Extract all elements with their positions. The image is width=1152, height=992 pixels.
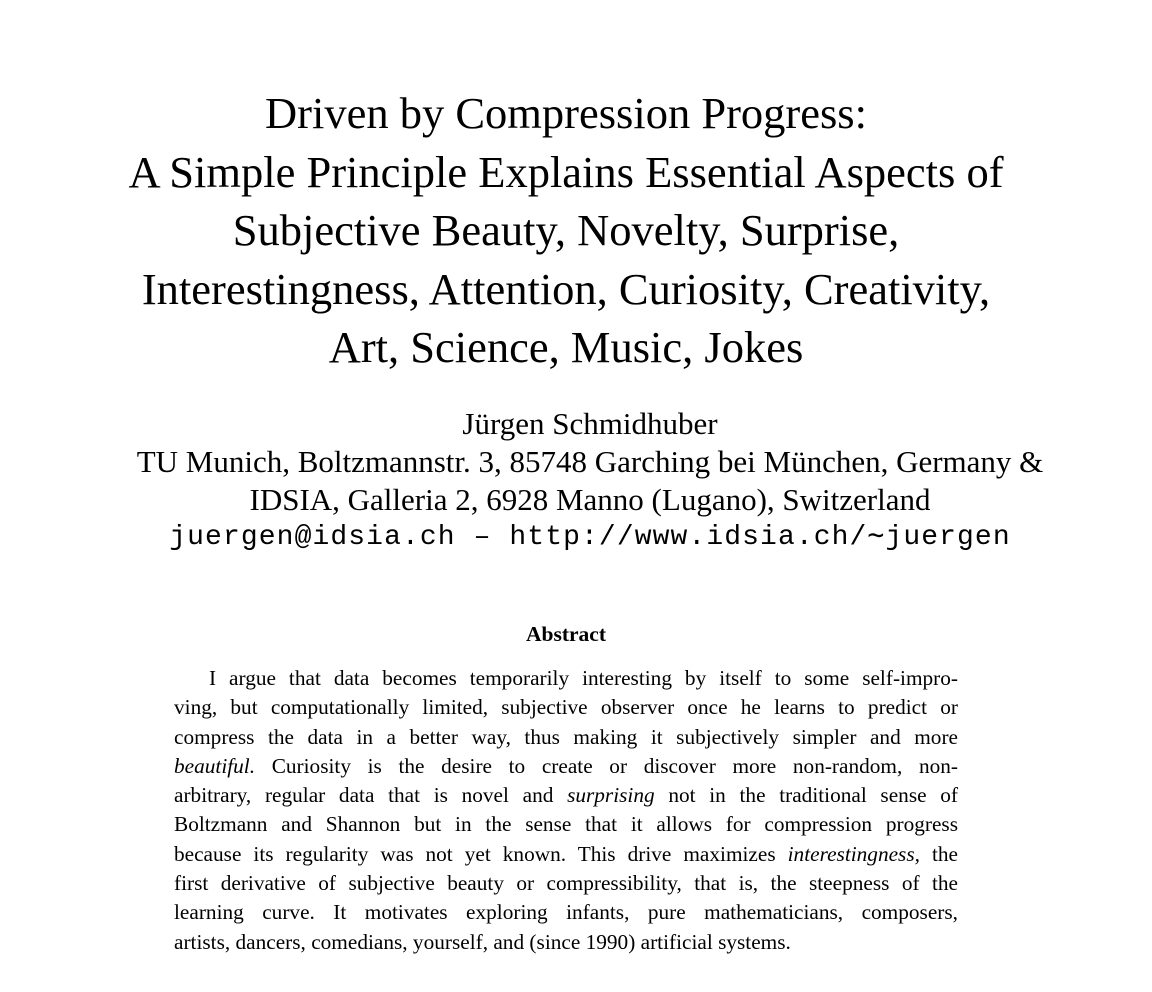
abstract-line (174, 781, 958, 810)
abstract-emphasis: beautiful. (174, 753, 256, 778)
abstract-body (174, 664, 958, 957)
abstract-heading: Abstract (525, 622, 606, 646)
title-line: Driven by Compression Progress: (265, 88, 867, 138)
abstract-text: not in the traditional sense of (654, 783, 958, 808)
abstract-emphasis: surprising (567, 783, 655, 808)
title-line: Subjective Beauty, Novelty, Surprise, (232, 205, 900, 255)
author-contact: juergen@idsia.ch – http://www.idsia.ch/∼juergen (169, 522, 1011, 553)
author-name: Jürgen Schmidhuber (462, 406, 718, 441)
title-line: A Simple Principle Explains Essential Aspects of (128, 146, 1004, 197)
abstract-line: ving, but computationally limited, subjective observer once he learns to predict or (174, 695, 958, 720)
title-line: Art, Science, Music, Jokes (328, 322, 804, 372)
abstract-line (174, 752, 958, 781)
abstract-text: Curiosity is the desire to create or discover more non-random, non- (255, 753, 958, 778)
author-block (40, 405, 1140, 557)
abstract-line: learning curve. It motivates exploring infants, pure mathematicians, composers, (174, 900, 958, 925)
abstract-line: Boltzmann and Shannon but in the sense that it allows for compression progress (174, 812, 958, 837)
abstract-text: arbitrary, regular data that is novel and (174, 783, 568, 808)
abstract-emphasis: interestingness, (787, 841, 920, 866)
author-affiliation-tum: TU Munich, Boltzmannstr. 3, 85748 Garching bei München, Germany & (136, 444, 1044, 479)
abstract-line: I argue that data becomes temporarily interesting by itself to some self-impro- (209, 666, 958, 690)
title-line: Interestingness, Attention, Curiosity, Creativity, (141, 263, 991, 314)
abstract-text: because its regularity was not yet known. This drive maximizes (174, 841, 788, 866)
abstract-line: artists, dancers, comedians, yourself, and (since 1990) artificial systems. (174, 929, 791, 954)
abstract-line: first derivative of subjective beauty or compressibility, that is, the steepness of the (174, 871, 958, 896)
paper-title (60, 84, 1072, 377)
abstract-line: compress the data in a better way, thus making it subjectively simpler and more (174, 724, 958, 749)
abstract-text: the (919, 841, 958, 866)
author-affiliation-idsia: IDSIA, Galleria 2, 6928 Manno (Lugano), Switzerland (249, 482, 931, 517)
abstract-line (174, 840, 958, 869)
